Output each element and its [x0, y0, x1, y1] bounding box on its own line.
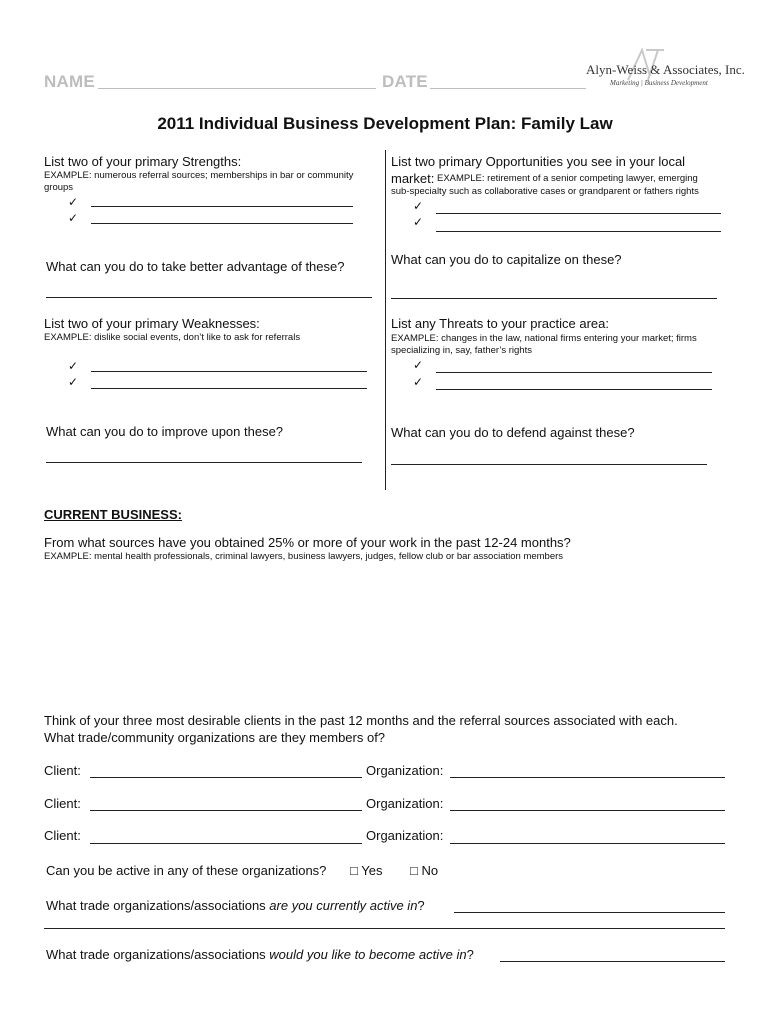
organization-2-field[interactable] [450, 810, 725, 811]
opportunities-example: EXAMPLE: retirement of a senior competing lawyer, emerging [437, 173, 698, 184]
check-icon: ✓ [68, 375, 79, 389]
no-label: No [421, 863, 439, 878]
trade-future-field[interactable] [500, 961, 725, 962]
logo-tagline: Marketing | Business Development [610, 79, 708, 87]
yes-label: Yes [361, 863, 383, 878]
threats-example: EXAMPLE: changes in the law, national firms entering your market; firms [391, 333, 697, 344]
capitalize-question: What can you do to capitalize on these? [391, 252, 622, 267]
name-label: NAME [44, 72, 95, 91]
improve-field[interactable] [46, 462, 362, 463]
column-divider [385, 150, 386, 490]
client-1-field[interactable] [90, 777, 362, 778]
client-label: Client: [44, 796, 81, 811]
trade-current-emphasis: are you currently active in [269, 898, 418, 913]
threat-1-field[interactable] [436, 372, 712, 373]
threats-example-line2: specializing in, say, father’s rights [391, 345, 532, 356]
organization-1-field[interactable] [450, 777, 725, 778]
check-icon: ✓ [68, 195, 79, 209]
threat-2-field[interactable] [436, 389, 712, 390]
check-icon: ✓ [413, 215, 424, 229]
yes-checkbox[interactable] [350, 863, 382, 878]
weakness-2-field[interactable] [91, 388, 367, 389]
strength-1-field[interactable] [91, 206, 353, 207]
active-question: Can you be active in any of these organizations? [46, 863, 327, 878]
sources-example: EXAMPLE: mental health professionals, criminal lawyers, business lawyers, judges, fellow club or bar association members [44, 551, 564, 562]
opportunity-1-field[interactable] [436, 213, 721, 214]
opportunities-example-line2: sub-specialty such as collaborative cases or grandparent or fathers rights [391, 186, 699, 197]
no-checkbox[interactable] [410, 863, 438, 878]
advantage-question: What can you do to take better advantage of these? [46, 259, 345, 274]
trade-future-question [46, 947, 474, 962]
checkbox-icon: □ [410, 863, 418, 878]
trade-future-prefix: What trade organizations/associations [46, 947, 270, 962]
threats-question: List any Threats to your practice area: [391, 316, 609, 331]
defend-field[interactable] [391, 464, 707, 465]
weaknesses-question: List two of your primary Weaknesses: [44, 316, 260, 331]
organization-label: Organization: [366, 796, 444, 811]
trade-current-suffix: ? [417, 898, 425, 913]
organization-label: Organization: [366, 828, 444, 843]
client-3-field[interactable] [90, 843, 362, 844]
opportunity-2-field[interactable] [436, 231, 721, 232]
company-logo [582, 52, 745, 96]
sources-question: From what sources have you obtained 25% or more of your work in the past 12-24 months? [44, 535, 571, 550]
check-icon: ✓ [68, 211, 79, 225]
clients-intro: Think of your three most desirable clients in the past 12 months and the referral sources associated with each. [44, 713, 678, 728]
current-business-heading: CURRENT BUSINESS: [44, 507, 182, 522]
name-field[interactable] [98, 88, 376, 89]
check-icon: ✓ [413, 199, 424, 213]
weaknesses-example: EXAMPLE: dislike social events, don’t like to ask for referrals [44, 332, 301, 343]
logo-name: Alyn-Weiss & Associates, Inc. [586, 62, 745, 77]
strengths-example: EXAMPLE: numerous referral sources; memberships in bar or community groups [44, 170, 354, 193]
trade-future-emphasis: would you like to become active in [269, 947, 467, 962]
opportunities-question: List two primary Opportunities you see in your local [391, 154, 686, 169]
opportunities-question-line2: market: [391, 171, 435, 186]
organization-label: Organization: [366, 763, 444, 778]
improve-question: What can you do to improve upon these? [46, 424, 284, 439]
date-field[interactable] [430, 88, 586, 89]
client-2-field[interactable] [90, 810, 362, 811]
organization-3-field[interactable] [450, 843, 725, 844]
weakness-1-field[interactable] [91, 371, 367, 372]
clients-intro-line2: What trade/community organizations are they members of? [44, 730, 386, 745]
client-label: Client: [44, 763, 81, 778]
checkbox-icon: □ [350, 863, 358, 878]
client-label: Client: [44, 828, 81, 843]
strength-2-field[interactable] [91, 223, 353, 224]
trade-current-field-line2[interactable] [44, 928, 725, 929]
check-icon: ✓ [413, 358, 424, 372]
trade-future-suffix: ? [466, 947, 474, 962]
capitalize-field[interactable] [391, 298, 717, 299]
page-title: 2011 Individual Business Development Plan: Family Law [157, 114, 613, 133]
trade-current-prefix: What trade organizations/associations [46, 898, 270, 913]
check-icon: ✓ [68, 359, 79, 373]
defend-question: What can you do to defend against these? [391, 425, 635, 440]
check-icon: ✓ [413, 375, 424, 389]
sources-answer-area[interactable] [44, 566, 724, 696]
advantage-field[interactable] [46, 297, 372, 298]
trade-current-question [46, 898, 425, 913]
trade-current-field[interactable] [454, 912, 725, 913]
strengths-question: List two of your primary Strengths: [44, 154, 242, 169]
date-label: DATE [382, 72, 428, 91]
